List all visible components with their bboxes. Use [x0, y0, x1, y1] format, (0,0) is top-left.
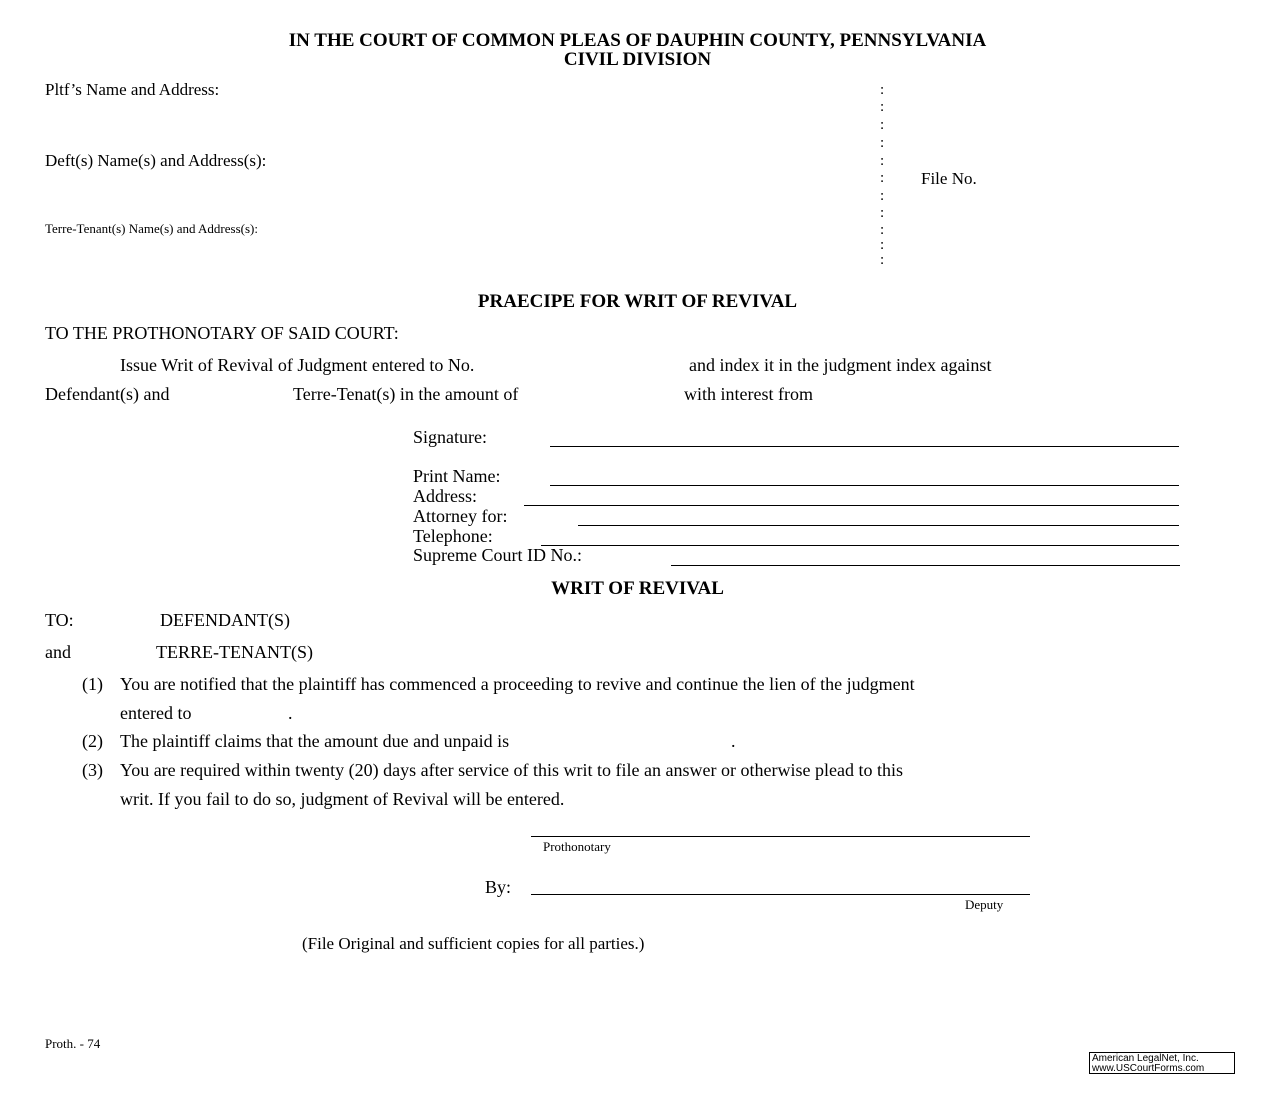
telephone-line[interactable] — [541, 545, 1179, 546]
deputy-label: Deputy — [965, 897, 1004, 912]
writ-terre-tenants: TERRE-TENANT(S) — [156, 642, 313, 662]
signature-line[interactable] — [550, 446, 1179, 447]
writ-item3-continued: writ. If you fail to do so, judgment of Revival will be entered. — [120, 789, 565, 809]
writ-to-label: TO: — [45, 610, 74, 630]
praecipe-line2-b: Terre-Tenat(s) in the amount of — [293, 384, 519, 404]
writ-defendants: DEFENDANT(S) — [160, 610, 290, 630]
praecipe-line1-b: and index it in the judgment index against — [689, 355, 992, 375]
supreme-court-id-label: Supreme Court ID No.: — [413, 545, 582, 565]
address-line[interactable] — [524, 505, 1179, 506]
publisher-url: www.USCourtForms.com — [1092, 1063, 1205, 1074]
by-label: By: — [485, 877, 512, 897]
prothonotary-signature-line[interactable] — [531, 836, 1030, 837]
court-heading: IN THE COURT OF COMMON PLEAS OF DAUPHIN COUNTY, PENNSYLVANIA — [288, 30, 987, 51]
print-name-line[interactable] — [550, 485, 1179, 486]
file-no-label: File No. — [921, 169, 977, 188]
defendant-label: Deft(s) Name(s) and Address(s): — [45, 151, 267, 170]
praecipe-addressee: TO THE PROTHONOTARY OF SAID COURT: — [45, 323, 399, 343]
terre-tenant-label: Terre-Tenant(s) Name(s) and Address(s): — [45, 221, 258, 236]
publisher-name: American LegalNet, Inc. — [1092, 1053, 1199, 1064]
publisher-logo — [1089, 1052, 1235, 1074]
writ-item1-period: . — [288, 703, 293, 723]
writ-item2-text: The plaintiff claims that the amount due and unpaid is — [120, 731, 510, 751]
print-name-label: Print Name: — [413, 466, 501, 486]
writ-item1-continued: entered to — [120, 703, 192, 723]
writ-item2-period: . — [731, 731, 736, 751]
division-heading: CIVIL DIVISION — [563, 49, 712, 70]
writ-item3-text: You are required within twenty (20) days after service of this writ to file an answer or otherwise plead to this — [120, 760, 903, 780]
filing-note: (File Original and sufficient copies for all parties.) — [302, 934, 645, 953]
deputy-signature-line[interactable] — [531, 894, 1030, 895]
form-id: Proth. - 74 — [45, 1036, 101, 1051]
telephone-label: Telephone: — [413, 526, 493, 546]
praecipe-line2-a: Defendant(s) and — [45, 384, 170, 404]
address-label: Address: — [413, 486, 477, 506]
plaintiff-label: Pltf’s Name and Address: — [45, 80, 220, 99]
writ-item2-number: (2) — [82, 731, 103, 751]
writ-item1-text: You are notified that the plaintiff has commenced a proceeding to revive and continue the lien of the judgment — [120, 674, 915, 694]
praecipe-title: PRAECIPE FOR WRIT OF REVIVAL — [477, 291, 798, 312]
prothonotary-label: Prothonotary — [543, 839, 611, 854]
signature-label: Signature: — [413, 427, 487, 447]
writ-item3-number: (3) — [82, 760, 103, 780]
writ-title: WRIT OF REVIVAL — [551, 578, 724, 599]
attorney-for-line[interactable] — [578, 525, 1179, 526]
writ-and-label: and — [45, 642, 71, 662]
supreme-court-id-line[interactable] — [671, 565, 1180, 566]
attorney-for-label: Attorney for: — [413, 506, 508, 526]
praecipe-line2-c: with interest from — [684, 384, 813, 404]
praecipe-line1-a: Issue Writ of Revival of Judgment entered to No. — [120, 355, 475, 375]
writ-item1-number: (1) — [82, 674, 103, 694]
